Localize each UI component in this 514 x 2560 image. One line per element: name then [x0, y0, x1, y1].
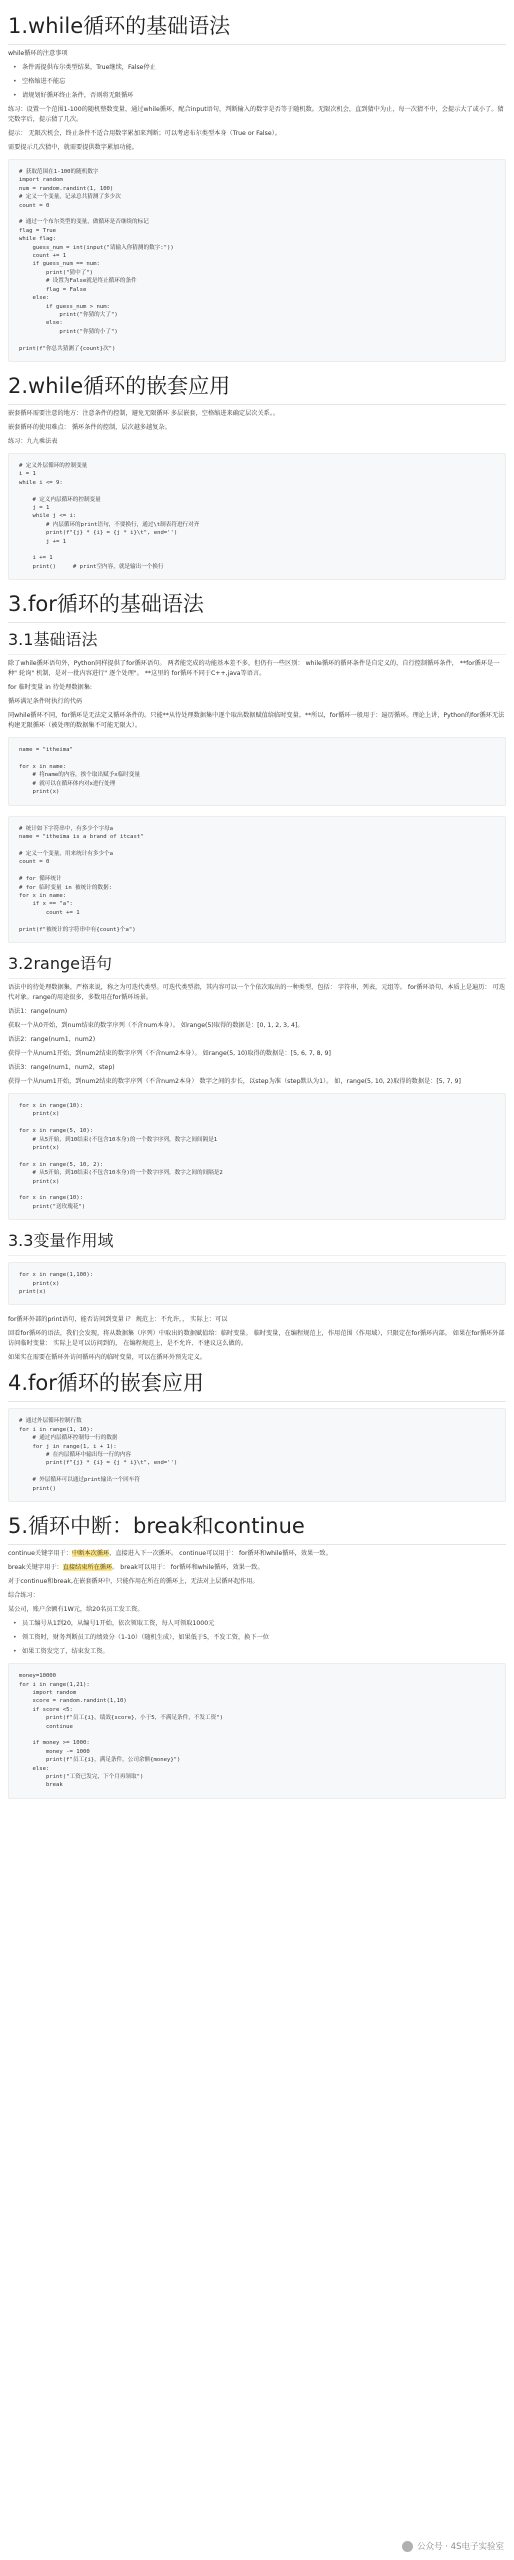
- code-text: for x in range(10): print(x) for x in range(5, 10): # 从5开始，到10结束(不包含10本身)的一个数字序列，数字之间间隔是1 print(x) for x in range(5, 10, 2): # 从5开始，到10结束(不包含10本身)的一个数字序列，数字之间的间隔是2 print(x) for x in range(10): print("送玫瑰花"): [19, 1102, 223, 1210]
- code-block[interactable]: [8, 1093, 506, 1220]
- paragraph: 回看for循环的语法，我们会发现，将从数据集（序列）中取出的数据赋值给：临时变量。 临时变量，在编程规范上，作用范围（作用域），只限定在for循环内部。 如果在for循环外部访问临时变量： 实际上是可以访问到的， 在编程规范上，是不允许、不建议这么做的。: [8, 1330, 505, 1348]
- paragraph: 获取一个从0开始，到num结束的数字序列（不含num本身）。 如range(5)取得的数据是：[0, 1, 2, 3, 4]。: [8, 1021, 304, 1029]
- subheading-scope: 3.3变量作用域: [8, 1230, 506, 1256]
- code-block[interactable]: [8, 1408, 506, 1502]
- code-text: # 获取范围在1-100的随机数字 import random num = random.randint(1, 100) # 定义一个变量，记录总共猜测了多少次 count = 0 # 通过一个布尔类型的变量，做循环是否继续的标记 flag = True while flag: guess_num = int(input("请输入你猜测的数字:")) count += 1 if guess_num == num: print("猜中了") # 设置为False就是终止循环的条件 flag = False else: if guess_num > num: print("你猜的大了") else: print("你猜的小了") print(f"你总共猜测了{count}次"): [19, 169, 174, 352]
- paragraph: 综合练习：: [8, 1592, 39, 1600]
- list-item: • 条件需提供布尔类型结果，True继续，False停止: [22, 63, 506, 73]
- heading-for-basics: 3.for循环的基础语法: [8, 590, 506, 623]
- paragraph: 某公司，账户余额有1W元，给20名员工发工资。: [8, 1606, 144, 1614]
- watermark-text: 公众号 · 4S电子实验室: [417, 2542, 504, 2552]
- paragraph: 获得一个从num1开始，到num2结束的数字序列（不含num2本身） 数字之间的步长，以step为准（step默认为1）。 如，range(5, 10, 2)取得的数据是：[5, 7, 9]: [8, 1077, 461, 1085]
- code-text: # 定义外层循环的控制变量 i = 1 while i <= 9: # 定义内层循环的控制变量 j = 1 while j <= i: # 内层循环的print语句，不要换行，通过\t制表符进行对齐 print(f"{j} * {i} = {j * i}\t", end='') j += 1 i += 1 print() # print空内容，就是输出一个换行: [19, 462, 200, 570]
- paragraph: 除了while循环语句外，Python同样提供了for循环语句。 两者能完成的功能基本差不多，但仍有一些区别： while循环的循环条件是自定义的，自行控制循环条件， **for循环是一种" 轮询" 机制，是对一批内容进行" 逐个处理"。 **这里的 for循环不同于C++,java等语言。: [8, 660, 500, 678]
- code-text: # 通过外层循环控制行数 for i in range(1, 10): # 通过内层循环控制每一行的数据 for j in range(1, i + 1): # 在内层循环中输出每一行的内容 print(f"{j} * {i} = {j * i}\t", end='') # 外层循环可以通过print输出一个回车符 print(): [19, 1418, 178, 1492]
- paragraph: 练习：设置一个范围1-100的随机整数变量，通过while循环，配合input语句，判断输入的数字是否等于随机数。无限次机会，直到猜中为止，每一次猜不中，会提示大了或小了。猜完数字后，提示猜了几次。: [8, 106, 504, 123]
- paragraph-break: [8, 1563, 506, 1573]
- paragraph: 语法2：range(num1，num2): [8, 1035, 96, 1043]
- subheading-basic-syntax: 3.1基础语法: [8, 629, 506, 655]
- text: ，直接进入下一次循环。 continue可以用于： for循环和while循环，效果一致。: [109, 1550, 332, 1558]
- paragraph: 语法1：range(num): [8, 1007, 68, 1015]
- watermark: [402, 2540, 504, 2552]
- section-while-nested: [8, 372, 506, 580]
- paragraph: while循环的注意事项: [8, 50, 68, 57]
- text: continue关键字用于：: [8, 1550, 73, 1558]
- code-text: for x in range(1,100): print(x) print(x): [19, 1272, 94, 1296]
- heading-while-nested: 2.while循环的嵌套应用: [8, 372, 506, 405]
- paragraph: 嵌套循环需要注意的地方：注意条件的控制，避免无限循环 多层嵌套，空格缩进来确定层次关系。。: [8, 409, 280, 417]
- subheading-range: 3.2range语句: [8, 953, 506, 979]
- wechat-icon: [402, 2541, 413, 2552]
- code-block[interactable]: [8, 453, 506, 580]
- paragraph: 循环满足条件时执行的代码: [8, 698, 83, 706]
- code-block[interactable]: [8, 737, 506, 805]
- list-item: • 空格缩进不能忘: [22, 77, 506, 87]
- list-item: • 请规划好循环终止条件，否则将无限循环: [22, 91, 506, 101]
- paragraph: 如果实在需要在循环外访问循环内的临时变量，可以在循环外预先定义。: [8, 1354, 206, 1362]
- section-while-basics: [8, 12, 506, 362]
- paragraph: for 临时变量 in 待处理数据集:: [8, 684, 93, 692]
- text: 。 break可以用于： for循环和while循环，效果一致。: [112, 1564, 264, 1572]
- section-for-basics: [8, 590, 506, 1363]
- code-text: # 统计如下字符串中，有多少个字母a name = "itheima is a brand of itcast" # 定义一个变量，用来统计有多少个a count = 0 # for 循环统计 # for 临时变量 in 被统计的数据: for x in name: if x == "a": count += 1 print(f"被统计的字符串中有{count}个a"): [19, 825, 144, 933]
- code-text: name = "itheima" for x in name: # 将name的内容，挨个取出赋予x临时变量 # 就可以在循环体内对x进行处理 print(x): [19, 747, 140, 796]
- code-block[interactable]: [8, 1663, 506, 1799]
- paragraph: 语法3：range(num1，num2，step): [8, 1063, 115, 1071]
- paragraph: 获得一个从num1开始，到num2结束的数字序列（不含num2本身）。 如range(5, 10)取得的数据是：[5, 6, 7, 8, 9]: [8, 1049, 331, 1057]
- heading-for-nested: 4.for循环的嵌套应用: [8, 1369, 506, 1402]
- paragraph: 语法中的待处理数据集，严格来说，称之为可迭代类型。可迭代类型指，其内容可以一个个依次取出的一种类型，包括： 字符串，列表，元组等。 for循环语句，本质上是遍历： 可迭代对象。range的用途很多，多数用在for循环场景。: [8, 983, 506, 1001]
- code-text: money=10000 for i in range(1,21): import random score = random.randint(1,10) if score <5: print(f"员工{i}，绩效{score}，小于5，不满足条件，不发工资") continue if money >= 1000: money -= 1000 print(f"员工{i}，满足条件，公司余额{money}") else: print("工资已发完，下个月再领取") break: [19, 1673, 223, 1789]
- paragraph: 需要提示几次猜中，就需要提供数字累加功能。: [8, 144, 138, 151]
- paragraph: 同while循环不同，for循环是无法定义循环条件的。只能**从待处理数据集中逐个取出数据赋值给临时变量。**所以，for循环一般用于：遍历循环。理论上讲，Python的for循环无法构建无限循环（被处理的数据集不可能无限大）。: [8, 712, 505, 730]
- heading-break-continue: 5.循环中断：break和continue: [8, 1512, 506, 1545]
- highlight: 直接结束所在循环: [62, 1564, 113, 1572]
- section-break-continue: [8, 1512, 506, 1799]
- paragraph: 练习：九九乘法表: [8, 437, 58, 445]
- list-item: • 如果工资发完了，结束发工资。: [22, 1647, 506, 1657]
- paragraph: 对于continue和break,在嵌套循环中，只能作用在所在的循环上，无法对上层循环起作用。: [8, 1578, 259, 1586]
- text: break关键字用于：: [8, 1564, 63, 1572]
- code-block[interactable]: [8, 816, 506, 943]
- list-item: • 员工编号从1到20，从编号1开始，依次领取工资，每人可领取1000元: [22, 1619, 506, 1629]
- highlight: 中断本次循环: [72, 1550, 110, 1558]
- section-for-nested: [8, 1369, 506, 1502]
- list-item: • 领工资时，财务判断员工的绩效分（1-10）（随机生成），如果低于5，不发工资，换下一位: [22, 1633, 506, 1643]
- paragraph: for循环外部的print语句，能否访问到变量 i？ 规范上：不允许，， 实际上：可以: [8, 1316, 228, 1324]
- paragraph: 提示： 无限次机会，终止条件不适合用数字累加来判断；可以考虑布尔类型本身（True or False）。: [8, 130, 281, 137]
- heading-while-basics: 1.while循环的基础语法: [8, 12, 506, 45]
- paragraph: 嵌套循环的使用难点： 循环条件的控制，层次越多越复杂。: [8, 423, 171, 431]
- code-block[interactable]: [8, 1262, 506, 1305]
- code-block[interactable]: [8, 159, 506, 362]
- paragraph-continue: [8, 1549, 506, 1559]
